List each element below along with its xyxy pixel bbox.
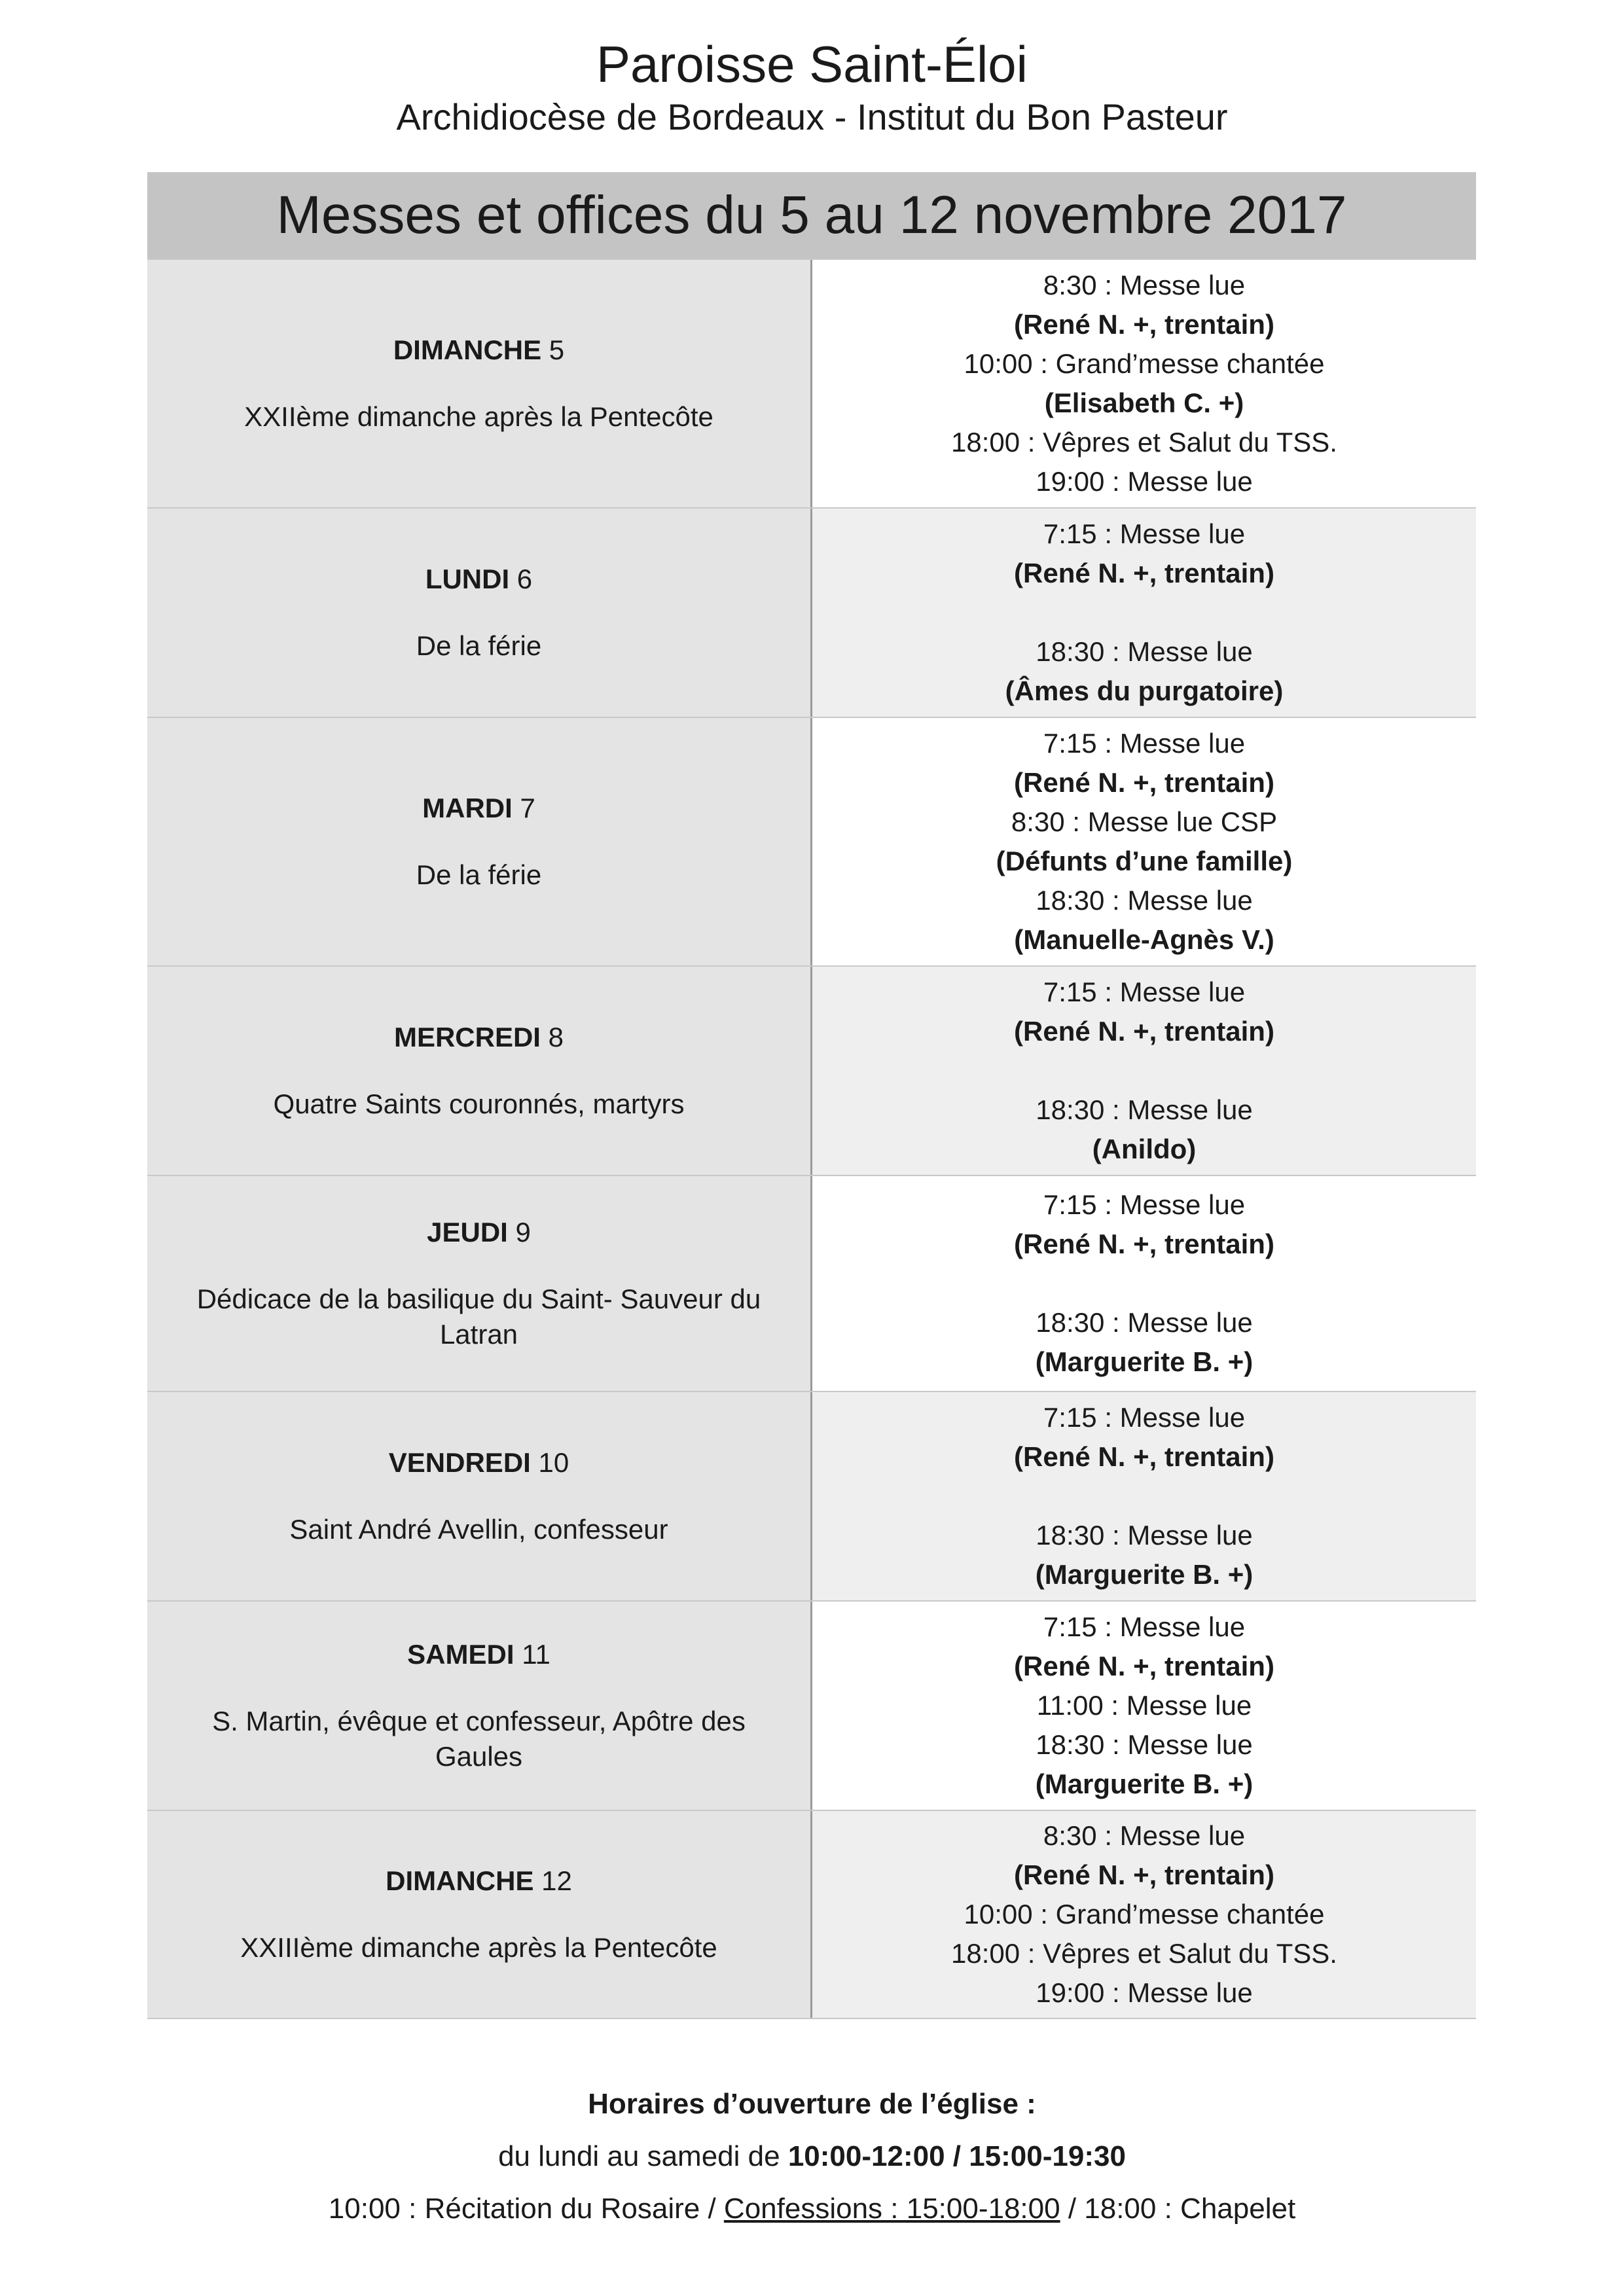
- mass-time: 18:30 : Messe lue: [1036, 636, 1253, 667]
- day-cell: [147, 509, 812, 717]
- mass-time: 7:15 : Messe lue: [1043, 1611, 1246, 1642]
- mass-intention: (Âmes du purgatoire): [1005, 675, 1284, 706]
- mass-time: 18:30 : Messe lue: [1036, 1307, 1253, 1338]
- day-number: 11: [514, 1639, 550, 1670]
- page-header: [0, 34, 1624, 140]
- day-row: [147, 717, 1476, 965]
- mass-time: 7:15 : Messe lue: [1043, 1402, 1246, 1433]
- day-number: 8: [540, 1022, 564, 1052]
- feast-name: XXIIème dimanche après la Pentecôte: [244, 401, 713, 432]
- mass-cell: [812, 1176, 1476, 1391]
- opening-hours-prefix: du lundi au samedi de: [498, 2140, 788, 2172]
- schedule-title: Messes et offices du 5 au 12 novembre 2017: [147, 172, 1476, 259]
- day-cell: [147, 260, 812, 507]
- day-name: [422, 791, 535, 826]
- day-row: [147, 965, 1476, 1175]
- feast-name: XXIIIème dimanche après la Pentecôte: [240, 1932, 717, 1963]
- schedule-rows: [147, 259, 1476, 2019]
- mass-time: 7:15 : Messe lue: [1043, 977, 1246, 1007]
- mass-time: 7:15 : Messe lue: [1043, 728, 1246, 759]
- mass-time: 11:00 : Messe lue: [1036, 1690, 1252, 1721]
- mass-intention: (René N. +, trentain): [1014, 1441, 1274, 1472]
- feast-name: Dédicace de la basilique du Saint- Sauveur du Latran: [196, 1283, 761, 1350]
- rosary-text: 10:00 : Récitation du Rosaire /: [328, 2193, 724, 2225]
- mass-cell: [812, 1392, 1476, 1600]
- mass-intention: (Manuelle-Agnès V.): [1014, 924, 1274, 955]
- day-cell: [147, 1811, 812, 2018]
- day-number: 6: [509, 564, 533, 594]
- day-name: [389, 1445, 569, 1480]
- day-cell: [147, 1392, 812, 1600]
- day-number: 10: [530, 1447, 569, 1478]
- day-label: JEUDI: [427, 1217, 508, 1247]
- mass-intention: (René N. +, trentain): [1014, 1651, 1274, 1681]
- day-number: 12: [533, 1865, 572, 1896]
- mass-time: 19:00 : Messe lue: [1036, 466, 1253, 497]
- day-label: SAMEDI: [407, 1639, 514, 1670]
- day-cell: [147, 1176, 812, 1391]
- day-label: DIMANCHE: [393, 334, 542, 365]
- mass-time: 18:30 : Messe lue: [1036, 1520, 1253, 1551]
- day-row: [147, 507, 1476, 717]
- day-name: [407, 1637, 550, 1672]
- parish-title: Paroisse Saint-Éloi: [596, 35, 1028, 93]
- chapelet-text: / 18:00 : Chapelet: [1060, 2193, 1296, 2225]
- day-row: [147, 1175, 1476, 1391]
- mass-intention: (Marguerite B. +): [1035, 1346, 1254, 1377]
- day-row: [147, 259, 1476, 507]
- mass-cell: [812, 718, 1476, 965]
- mass-intention: (René N. +, trentain): [1014, 309, 1274, 340]
- day-cell: [147, 718, 812, 965]
- mass-intention: (René N. +, trentain): [1014, 1229, 1274, 1259]
- day-label: MERCREDI: [393, 1022, 541, 1052]
- day-name: [427, 1215, 531, 1250]
- feast-name: De la férie: [416, 630, 542, 661]
- opening-hours-heading: Horaires d’ouverture de l’église :: [588, 2088, 1036, 2120]
- opening-hours-value: 10:00-12:00 / 15:00-19:30: [787, 2140, 1126, 2172]
- day-label: LUNDI: [425, 564, 510, 594]
- confessions-text: Confessions : 15:00-18:00: [723, 2193, 1060, 2225]
- mass-time: 18:30 : Messe lue: [1036, 885, 1253, 916]
- parish-subtitle: Archidiocèse de Bordeaux - Institut du Bon Pasteur: [396, 96, 1228, 137]
- mass-time: 8:30 : Messe lue CSP: [1011, 806, 1278, 837]
- day-row: [147, 1391, 1476, 1600]
- day-cell: [147, 1602, 812, 1810]
- mass-cell: [812, 509, 1476, 717]
- mass-time: 10:00 : Grand’messe chantée: [964, 348, 1325, 379]
- mass-time: 19:00 : Messe lue: [1036, 1977, 1253, 2008]
- devotions-line: [0, 2193, 1624, 2225]
- day-name: [393, 332, 564, 368]
- day-label: VENDREDI: [388, 1447, 531, 1478]
- mass-intention: (Elisabeth C. +): [1044, 387, 1244, 418]
- mass-cell: [812, 1602, 1476, 1810]
- mass-cell: [812, 1811, 1476, 2018]
- mass-intention: (Marguerite B. +): [1035, 1768, 1254, 1799]
- feast-name: Quatre Saints couronnés, martyrs: [273, 1088, 685, 1119]
- day-number: 5: [541, 334, 565, 365]
- feast-name: S. Martin, évêque et confesseur, Apôtre des Gaules: [212, 1706, 746, 1772]
- day-cell: [147, 967, 812, 1175]
- mass-intention: (Défunts d’une famille): [996, 846, 1293, 876]
- day-row: [147, 1600, 1476, 1810]
- day-number: 9: [507, 1217, 531, 1247]
- mass-intention: (René N. +, trentain): [1014, 1859, 1274, 1890]
- mass-cell: [812, 260, 1476, 507]
- opening-hours-line: [0, 2140, 1624, 2173]
- mass-time: 18:00 : Vêpres et Salut du TSS.: [951, 1938, 1337, 1969]
- mass-intention: (René N. +, trentain): [1014, 767, 1274, 798]
- mass-time: 7:15 : Messe lue: [1043, 1189, 1246, 1220]
- mass-time: 7:15 : Messe lue: [1043, 518, 1246, 549]
- day-name: [394, 1020, 564, 1055]
- mass-intention: (Marguerite B. +): [1035, 1559, 1254, 1590]
- mass-time: 18:30 : Messe lue: [1036, 1729, 1253, 1760]
- mass-intention: (Anildo): [1092, 1134, 1197, 1164]
- mass-time: 18:30 : Messe lue: [1036, 1094, 1253, 1125]
- schedule-table: [147, 172, 1476, 2019]
- feast-name: Saint André Avellin, confesseur: [289, 1514, 668, 1545]
- mass-time: 10:00 : Grand’messe chantée: [964, 1899, 1325, 1929]
- day-label: DIMANCHE: [386, 1865, 534, 1896]
- mass-time: 8:30 : Messe lue: [1043, 270, 1246, 300]
- mass-intention: (René N. +, trentain): [1014, 1016, 1274, 1047]
- day-name: [386, 1863, 572, 1899]
- day-name: [425, 562, 532, 597]
- mass-time: 8:30 : Messe lue: [1043, 1820, 1246, 1851]
- day-label: MARDI: [422, 793, 513, 823]
- mass-intention: (René N. +, trentain): [1014, 558, 1274, 588]
- mass-cell: [812, 967, 1476, 1175]
- day-row: [147, 1810, 1476, 2019]
- day-number: 7: [512, 793, 535, 823]
- feast-name: De la férie: [416, 859, 542, 890]
- mass-time: 18:00 : Vêpres et Salut du TSS.: [951, 427, 1337, 457]
